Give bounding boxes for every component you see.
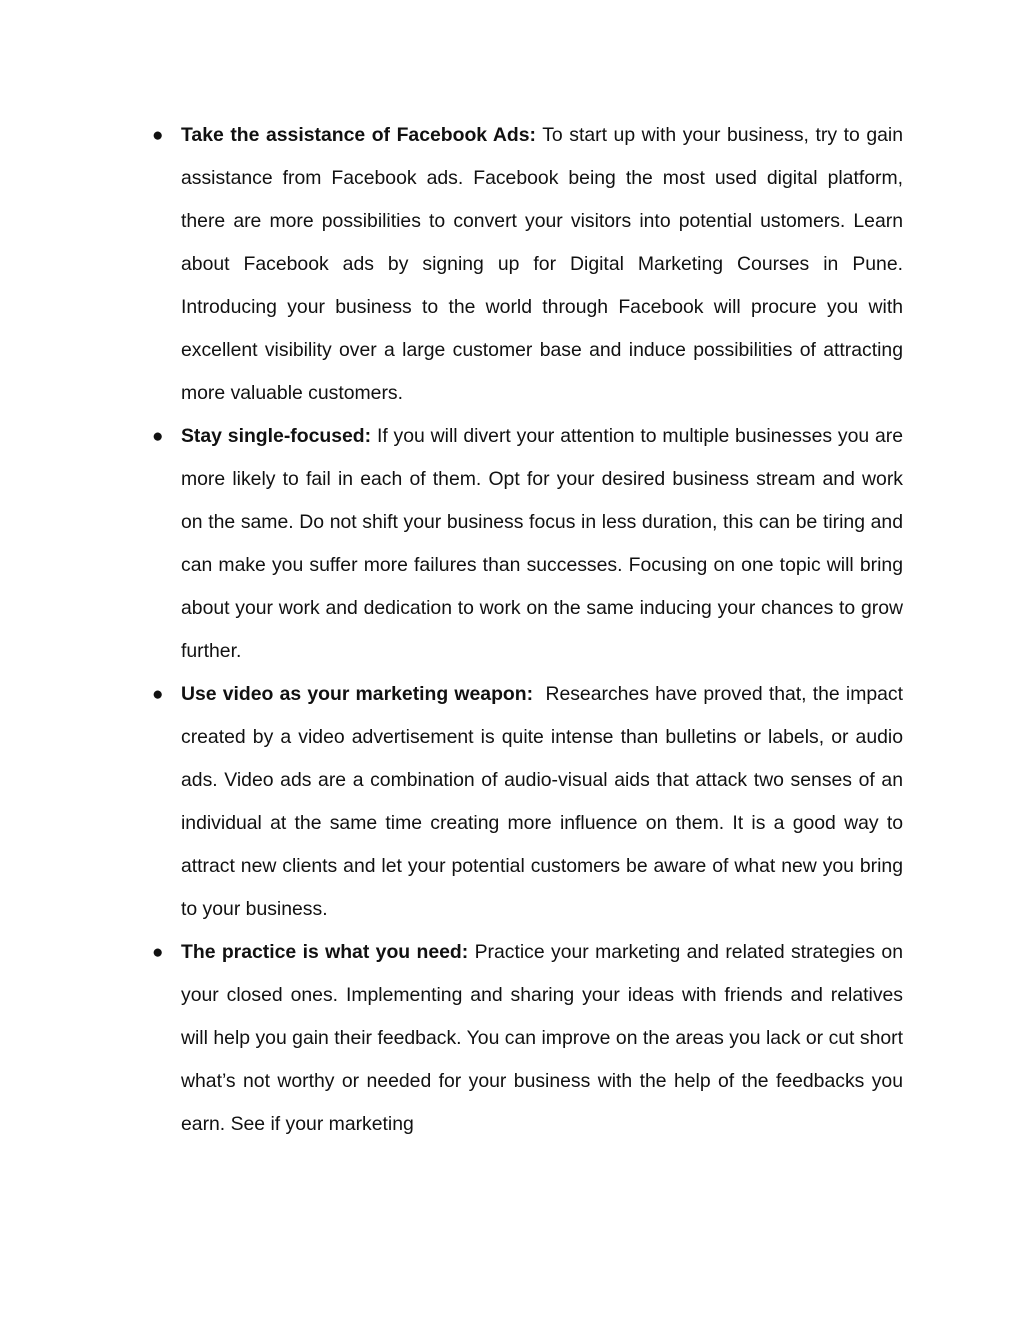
- bullet-icon: ●: [152, 684, 164, 705]
- bullet-list: [0, 114, 1024, 1146]
- bullet-heading: Use video as your marketing weapon:: [181, 683, 534, 705]
- bullet-paragraph: [181, 114, 903, 415]
- list-item: [0, 415, 903, 673]
- list-item: [0, 114, 903, 415]
- bullet-icon: ●: [152, 942, 164, 963]
- bullet-icon: ●: [152, 125, 164, 146]
- bullet-body: If you will divert your attention to multiple businesses you are more likely to fail in each of them. Opt for your desired business stream and work on the same. Do not shift your business focus in less duration, this can be tiring and can make you suffer more failures than successes. Focusing on one topic will bring about your work and dedication to work on the same inducing your chances to grow further.: [181, 425, 904, 662]
- list-item: [0, 931, 903, 1146]
- bullet-paragraph: [181, 415, 903, 673]
- bullet-heading: Stay single-focused:: [181, 425, 372, 447]
- bullet-body: Practice your marketing and related strategies on your closed ones. Implementing and sharing your ideas with friends and relatives will help you gain their feedback. You can improve on the areas you lack or cut short what’s not worthy or needed for your business with the help of the feedbacks you earn. See if your marketing: [181, 941, 903, 1135]
- bullet-heading: Take the assistance of Facebook Ads:: [181, 124, 537, 146]
- bullet-paragraph: [181, 931, 903, 1146]
- bullet-paragraph: [181, 673, 903, 931]
- bullet-body: To start up with your business, try to gain assistance from Facebook ads. Facebook being the most used digital platform, there are more possibilities to convert your visitors into potential ustomers. Learn about Facebook ads by signing up for Digital Marketing Courses in Pune. Introducing your business to the world through Facebook will procure you with excellent visibility over a large customer base and induce possibilities of attracting more valuable customers.: [181, 124, 903, 404]
- bullet-icon: ●: [152, 426, 164, 447]
- list-item: [0, 673, 903, 931]
- bullet-body: Researches have proved that, the impact created by a video advertisement is quite intense than bulletins or labels, or audio ads. Video ads are a combination of audio-visual aids that attack two senses of an individual at the same time creating more influence on them. It is a good way to attract new clients and let your potential customers be aware of what new you bring to your business.: [181, 683, 903, 920]
- bullet-heading: The practice is what you need:: [181, 941, 469, 963]
